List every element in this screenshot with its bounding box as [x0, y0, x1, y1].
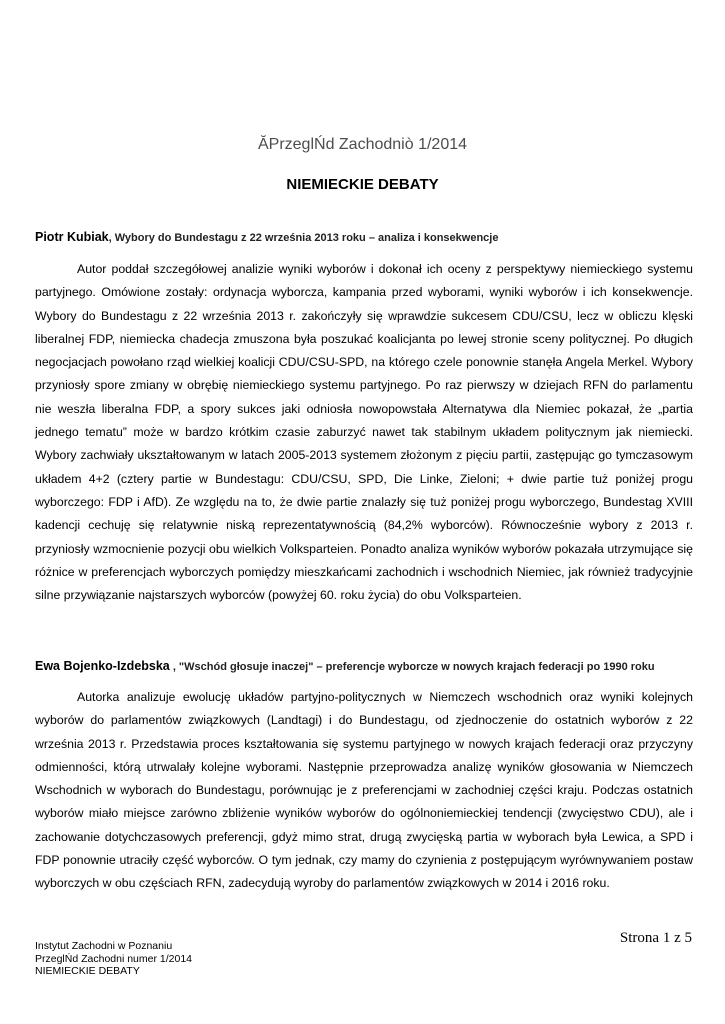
article-abstract-1: Autor poddał szczegółowej analizie wyniki wyborów i dokonał ich oceny z perspektywy niemieckiego systemu partyjnego. Omówione zostały: ordynacja wyborcza, kampania przed wyborami, wyniki wyborów i ich konsekwencje. Wybory do Bundestagu z 22 września 2013 r. zakończyły się wprawdzie sukcesem CDU/CSU, lecz w obliczu klęski liberalnej FDP, niemiecka chadecja zmuszona była poszukać koalicjanta po lewej stronie sceny politycznej. Po długich negocjacjach powołano rząd wielkiej koalicji CDU/CSU-SPD, na którego czele ponownie stanęła Angela Merkel. Wybory przyniosły spore zmiany w obrębię niemieckiego systemu partyjnego. Po raz pierwszy w dziejach RFN do parlamentu nie weszła liberalna FDP, a spory sukces jaki odniosła nowopowstała Alternatywa dla Niemiec pokazał, że „partia jednego tematu” może w bardzo krótkim czasie zaburzyć nawet tak stabilnym układem politycznym jak niemiecki. Wybory zachwiały ukształtowanym w latach 2005-2013 systemem złożonym z pięciu partii, zastępując go tymczasowym układem 4+2 (cztery partie w Bundestagu: CDU/CSU, SPD, Die Linke, Zieloni; + dwie partie tuż poniżej progu wyborczego: FDP i AfD). Ze względu na to, że dwie partie znalazły się tuż poniżej progu wyborczego, Bundestag XVIII kadencji cechuję się relatywnie niską reprezentatywnością (84,2% wyborców). Równocześnie wybory z 2013 r. przyniosły wzmocnienie pozycji obu wielkich Volksparteien. Ponadto analiza wyników wyborów pokazała utrzymujące się różnice w preferencjach wyborczych pomiędzy mieszkańcami zachodnich i wschodnich Niemiec, jak również tradycyjnie silne przywiązanie najstarszych wyborców (powyżej 60. roku życia) do obu Volksparteien. — [35, 262, 693, 603]
article-heading-2 — [35, 659, 695, 673]
article-author: Ewa Bojenko-Izdebska — [35, 659, 170, 673]
footer-section: NIEMIECKIE DEBATY — [35, 965, 140, 977]
footer-issue: PrzeglŃd Zachodni numer 1/2014 — [35, 952, 193, 965]
article-author: Piotr Kubiak — [35, 230, 109, 244]
document-title: NIEMIECKIE DEBATY — [286, 176, 439, 193]
article-reference: , "Wschód głosuje inaczej" – preferencje wyborcze w nowych krajach federacji po 1990 roku — [169, 661, 655, 673]
journal-header: ĂPrzeglŃd Zachodniò 1/2014 — [257, 136, 468, 153]
article-heading-1 — [35, 230, 695, 244]
page-footer — [35, 940, 192, 978]
article-reference: , Wybory do Bundestagu z 22 września 2013 roku – analiza i konsekwencje — [108, 232, 499, 244]
footer-institute: Instytut Zachodni w Poznaniu — [35, 940, 173, 952]
page-number: Strona 1 z 5 — [619, 930, 692, 946]
article-abstract-2: Autorka analizuje ewolucję układów partyjno-politycznych w Niemczech wschodnich oraz wyniki kolejnych wyborów do parlamentów związkowych (Landtagi) i do Bundestagu, od zjednoczenie do ostatnich wyborów z 22 września 2013 r. Przedstawia proces kształtowania się systemu partyjnego w nowych krajach federacji oraz przyczyny odmienności, którą utrwalały kolejne wyborami. Następnie przeprowadza analizę wyników głosowania w Niemczech Wschodnich w wyborach do Bundestagu, porównując je z preferencjami w zachodniej części kraju. Podczas ostatnich wyborów miało miejsce zarówno zbliżenie wyników wyborów do ogólnoniemieckiej tendencji (zwycięstwo CDU), ale i zachowanie dotychczasowych preferencji, gdyż mimo strat, drugą zwycięską partia w wyborach była Lewica, a SPD i FDP ponownie utraciły część wyborców. O tym jednak, czy mamy do czynienia z postępującym wyrównywaniem postaw wyborczych w obu częściach RFN, zadecydują wyroby do parlamentów związkowych w 2014 i 2016 roku. — [35, 690, 693, 891]
